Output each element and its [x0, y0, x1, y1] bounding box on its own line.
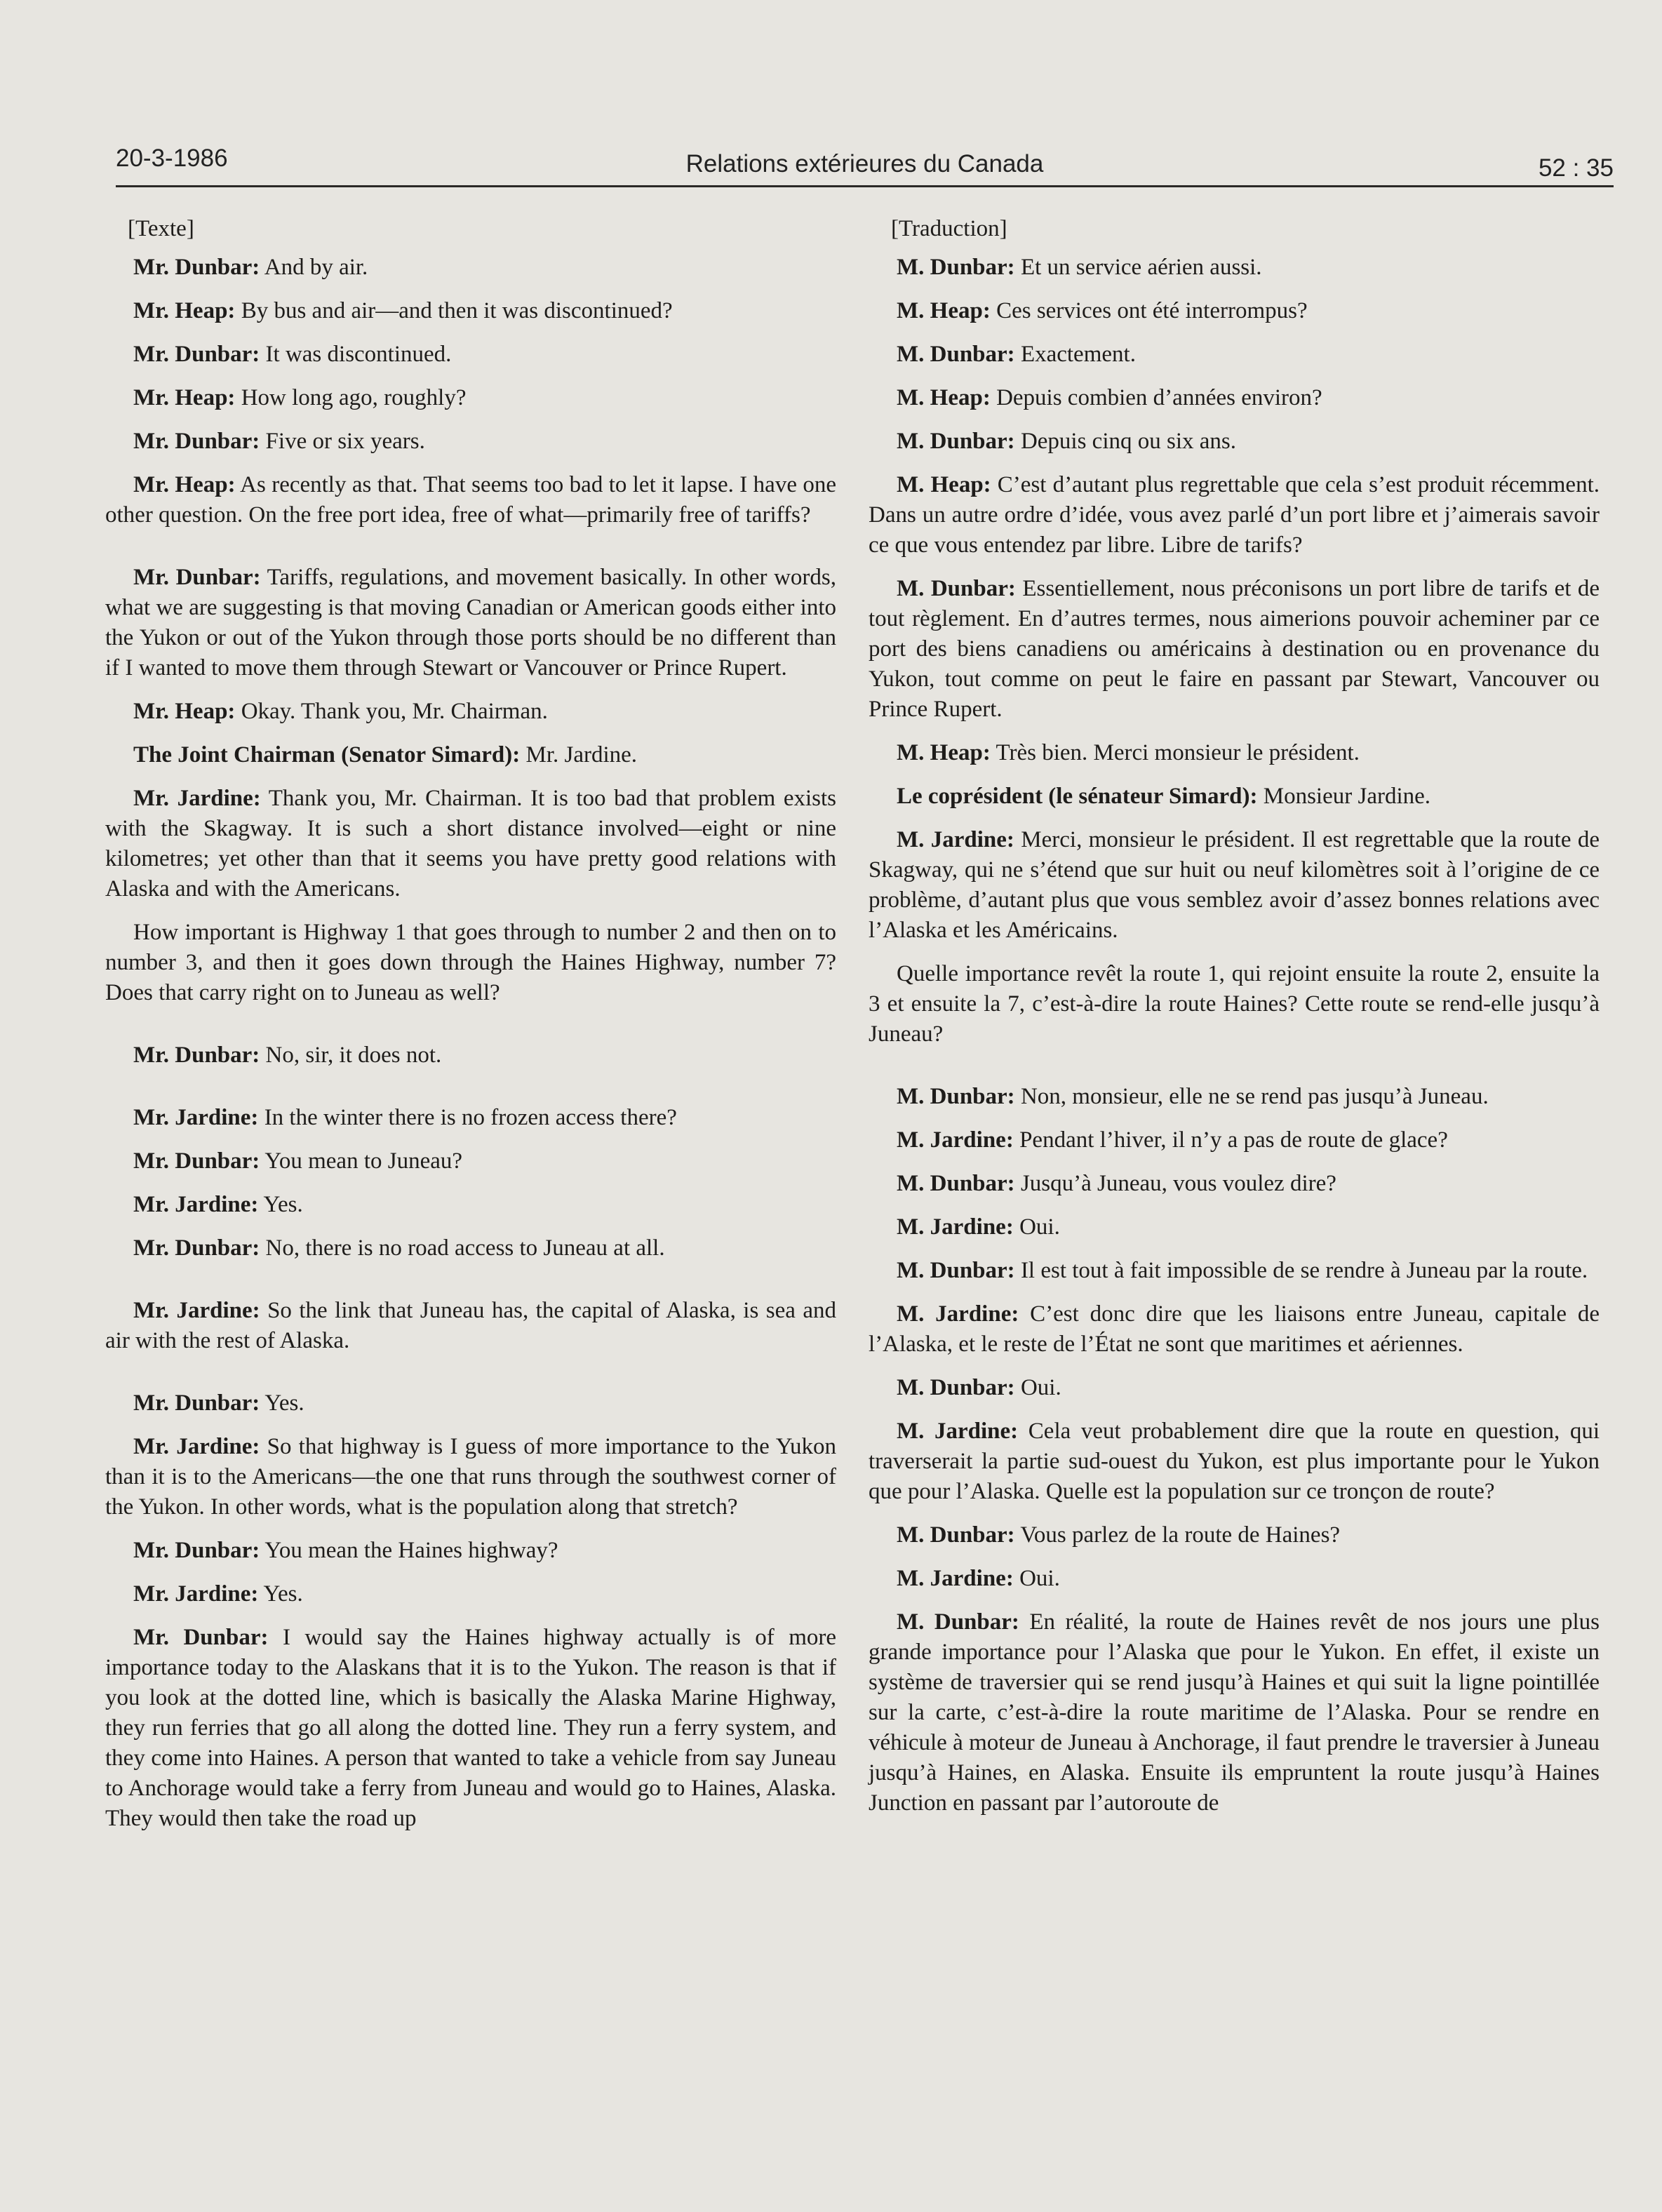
speech-text: No, sir, it does not. — [265, 1043, 442, 1068]
speaker-name: Mr. Heap: — [133, 298, 236, 323]
transcript-paragraph — [869, 1373, 1600, 1403]
speech-text: Depuis combien d’années environ? — [996, 385, 1322, 410]
transcript-paragraph — [869, 1416, 1600, 1507]
speaker-name: M. Heap: — [897, 298, 991, 323]
speaker-name: M. Jardine: — [897, 1301, 1019, 1327]
speech-text: How important is Highway 1 that goes through to number 2 and then on to number 3, and then it goes down through the Haines Highway, number 7? Does that carry right on to Juneau as well? — [105, 920, 836, 1005]
speaker-name: M. Dunbar: — [897, 429, 1015, 454]
speaker-name: M. Jardine: — [897, 1419, 1019, 1444]
transcript-paragraph — [105, 1536, 836, 1566]
transcript-paragraph — [869, 1564, 1600, 1594]
transcript-paragraph — [105, 1040, 836, 1071]
speech-text: Yes. — [264, 1390, 304, 1416]
column-tag: [Texte] — [128, 216, 194, 241]
speech-text: In the winter there is no frozen access there? — [264, 1105, 677, 1130]
speaker-name: Mr. Dunbar: — [133, 1043, 260, 1068]
speech-text: Oui. — [1019, 1566, 1060, 1591]
speaker-name: M. Dunbar: — [897, 1522, 1015, 1548]
speech-text: Tariffs, regulations, and movement basically. In other words, what we are suggesting is that moving Canadian or American goods either into the Yukon or out of the Yukon through those ports should be no different than if I wanted to move them through Stewart or Vancouver or Prince Rupert. — [105, 565, 837, 681]
speaker-name: M. Dunbar: — [897, 342, 1015, 367]
speaker-name: Mr. Heap: — [133, 385, 236, 410]
transcript-paragraph — [869, 296, 1600, 326]
speaker-name: Mr. Dunbar: — [133, 1538, 260, 1563]
speech-text: I would say the Haines highway actually is of more importance today to the Alaskans that it is to the Yukon. The reason is that if you look at the dotted line, which is basically the Alaska Marine Highway, they run ferries that go all along the dotted line. They run a ferry system, and they come into Haines. A person that wanted to take a vehicle from say Juneau to Anchorage would take a ferry from Juneau and would go to Haines, Alaska. They would then take the road up — [105, 1625, 837, 1831]
transcript-paragraph — [869, 1169, 1600, 1199]
speech-text: Oui. — [1020, 1375, 1061, 1400]
transcript-paragraph — [869, 825, 1600, 946]
speaker-name: M. Dunbar: — [897, 1609, 1019, 1635]
speech-text: Très bien. Merci monsieur le président. — [996, 740, 1360, 765]
transcript-paragraph — [869, 1082, 1600, 1112]
speaker-name: M. Jardine: — [897, 827, 1014, 852]
transcript-paragraph — [105, 383, 836, 413]
header-date: 20-3-1986 — [116, 145, 228, 172]
header-title: Relations extérieures du Canada — [685, 150, 1044, 177]
speech-text: So the link that Juneau has, the capital of Alaska, is sea and air with the rest of Alaska. — [105, 1298, 836, 1353]
transcript-paragraph — [105, 563, 836, 683]
transcript-paragraph — [105, 1103, 836, 1133]
transcript-paragraph — [869, 1256, 1600, 1286]
speaker-name: Mr. Dunbar: — [133, 565, 261, 590]
transcript-paragraph — [105, 1388, 836, 1419]
transcript-paragraph — [105, 340, 836, 370]
speech-text: As recently as that. That seems too bad to let it lapse. I have one other question. On the free port idea, free of what—primarily free of tariffs? — [105, 472, 836, 528]
speech-text: Mr. Jardine. — [525, 742, 638, 768]
speech-text: Thank you, Mr. Chairman. It is too bad that problem exists with the Skagway. It is such a short distance involved—eight or nine kilometres; yet other than that it seems you have pretty good relations with Alaska and with the Americans. — [105, 786, 837, 901]
speech-text: Exactement. — [1020, 342, 1136, 367]
speech-text: Essentiellement, nous préconisons un port libre de tarifs et de tout règlement. En d’autres termes, nous aimerions pouvoir acheminer par ce port des biens canadiens ou américains à destination ou en provenance du Yukon, tout comme on peut le faire en passant par Stewart, Vancouver ou Prince Rupert. — [869, 576, 1600, 722]
speech-text: Oui. — [1019, 1214, 1060, 1240]
speech-text: Okay. Thank you, Mr. Chairman. — [241, 699, 548, 724]
speaker-name: Mr. Jardine: — [133, 1192, 259, 1217]
transcript-paragraph — [869, 470, 1600, 561]
transcript-paragraph — [105, 427, 836, 457]
transcript-paragraph — [869, 1299, 1600, 1360]
speech-text: Quelle importance revêt la route 1, qui rejoint ensuite la route 2, ensuite la 3 et ensuite la 7, c’est-à-dire la route Haines? Cette route se rend-elle jusqu’à Juneau? — [869, 961, 1600, 1047]
speaker-name: Mr. Jardine: — [133, 1298, 260, 1323]
speaker-name: M. Dunbar: — [897, 576, 1016, 601]
speaker-name: M. Heap: — [897, 472, 991, 497]
transcript-paragraph — [869, 1607, 1600, 1818]
speaker-name: Mr. Dunbar: — [133, 1148, 260, 1174]
transcript-paragraph — [105, 1296, 836, 1356]
transcript-paragraph — [105, 918, 836, 1008]
speech-text: Yes. — [263, 1581, 303, 1607]
transcript-paragraph — [869, 253, 1600, 283]
speech-text: It was discontinued. — [265, 342, 452, 367]
speech-text: You mean the Haines highway? — [264, 1538, 558, 1563]
speech-text: Merci, monsieur le président. Il est regrettable que la route de Skagway, qui ne s’étend que sur huit ou neuf kilomètres soit à l’origine de ce problème, d’autant plus que vous semblez avoir d’assez bonnes relations avec l’Alaska et les Américains. — [869, 827, 1600, 943]
speaker-name: Mr. Dunbar: — [133, 1390, 260, 1416]
speech-text: No, there is no road access to Juneau at all. — [265, 1235, 665, 1261]
speaker-name: M. Jardine: — [897, 1214, 1014, 1240]
transcript-paragraph — [869, 1125, 1600, 1155]
transcript-paragraph — [105, 1579, 836, 1609]
speech-text: C’est donc dire que les liaisons entre Juneau, capitale de l’Alaska, et le reste de l’État ne sont que maritimes et aériennes. — [869, 1301, 1600, 1357]
speech-text: Il est tout à fait impossible de se rendre à Juneau par la route. — [1020, 1258, 1588, 1283]
speech-text: So that highway is I guess of more importance to the Yukon than it is to the Americans—the one that runs through the southwest corner of the Yukon. In other words, what is the population along that stretch? — [105, 1434, 836, 1520]
transcript-paragraph — [105, 740, 836, 770]
speech-text: En réalité, la route de Haines revêt de nos jours une plus grande importance pour l’Alaska que pour le Yukon. En effet, il existe un système de traversier qui se rend jusqu’à Haines et qui suit la ligne pointillée sur la carte, c’est-à-dire la route maritime de l’Alaska. Pour se rendre en véhicule à moteur de Juneau à Anchorage, il faut prendre le traversier à Juneau jusqu’à Haines, en Alaska. Ensuite ils empruntent la route jusqu’à Haines Junction en passant par l’autoroute de — [869, 1609, 1600, 1816]
speaker-name: Mr. Dunbar: — [133, 1235, 260, 1261]
transcript-paragraph — [105, 1190, 836, 1220]
transcript-paragraph — [105, 1623, 836, 1834]
speech-text: C’est d’autant plus regrettable que cela s’est produit récemment. Dans un autre ordre d’idée, vous avez parlé d’un port libre et j’aimerais savoir ce que vous entendez par libre. Libre de tarifs? — [869, 472, 1600, 558]
speech-text: And by air. — [264, 255, 368, 280]
french-column — [869, 214, 1600, 1832]
header-page-number: 52 : 35 — [1538, 154, 1614, 182]
speaker-name: M. Heap: — [897, 740, 991, 765]
speaker-name: Mr. Dunbar: — [133, 255, 260, 280]
transcript-paragraph — [869, 1212, 1600, 1242]
header-rule — [116, 185, 1614, 187]
transcript-paragraph — [869, 383, 1600, 413]
column-tag: [Traduction] — [891, 216, 1007, 241]
speaker-name: M. Dunbar: — [897, 1084, 1015, 1109]
speaker-name: M. Dunbar: — [897, 1375, 1015, 1400]
speech-text: Vous parlez de la route de Haines? — [1020, 1522, 1341, 1548]
speech-text: Cela veut probablement dire que la route en question, qui traverserait la partie sud-ouest du Yukon, est plus importante pour le Yukon que pour l’Alaska. Quelle est la population sur ce tronçon de route? — [869, 1419, 1600, 1504]
speaker-name: The Joint Chairman (Senator Simard): — [133, 742, 521, 768]
speaker-name: M. Jardine: — [897, 1566, 1014, 1591]
transcript-paragraph — [869, 427, 1600, 457]
transcript-paragraph — [869, 574, 1600, 725]
speech-text: Yes. — [263, 1192, 303, 1217]
speech-text: Five or six years. — [265, 429, 425, 454]
speech-text: Et un service aérien aussi. — [1020, 255, 1262, 280]
transcript-paragraph — [869, 340, 1600, 370]
speech-text: How long ago, roughly? — [241, 385, 467, 410]
transcript-paragraph — [105, 253, 836, 283]
transcript-paragraph — [869, 782, 1600, 812]
transcript-paragraph — [869, 959, 1600, 1050]
speech-text: Monsieur Jardine. — [1263, 784, 1431, 809]
speaker-name: Mr. Dunbar: — [133, 1625, 269, 1650]
speech-text: Depuis cinq ou six ans. — [1020, 429, 1236, 454]
speech-text: Non, monsieur, elle ne se rend pas jusqu’à Juneau. — [1020, 1084, 1489, 1109]
speaker-name: Mr. Jardine: — [133, 1105, 259, 1130]
speech-text: Ces services ont été interrompus? — [996, 298, 1308, 323]
speaker-name: M. Dunbar: — [897, 255, 1015, 280]
speaker-name: M. Dunbar: — [897, 1171, 1015, 1196]
speech-text: Pendant l’hiver, il n’y a pas de route de glace? — [1019, 1127, 1448, 1153]
transcript-paragraph — [105, 1233, 836, 1263]
speaker-name: Mr. Dunbar: — [133, 342, 260, 367]
speaker-name: Mr. Dunbar: — [133, 429, 260, 454]
transcript-paragraph — [105, 1146, 836, 1177]
page-header — [116, 145, 1614, 187]
speech-text: Jusqu’à Juneau, vous voulez dire? — [1020, 1171, 1336, 1196]
speaker-name: Le coprésident (le sénateur Simard): — [897, 784, 1258, 809]
transcript-paragraph — [869, 1520, 1600, 1550]
speaker-name: M. Dunbar: — [897, 1258, 1015, 1283]
transcript-paragraph — [105, 296, 836, 326]
transcript-paragraph — [105, 470, 836, 530]
speaker-name: Mr. Jardine: — [133, 1434, 260, 1459]
transcript-paragraph — [869, 738, 1600, 768]
transcript-paragraph — [105, 697, 836, 727]
speaker-name: M. Jardine: — [897, 1127, 1014, 1153]
speaker-name: Mr. Heap: — [133, 699, 236, 724]
speaker-name: Mr. Heap: — [133, 472, 236, 497]
speech-text: You mean to Juneau? — [264, 1148, 463, 1174]
speaker-name: M. Heap: — [897, 385, 991, 410]
transcript-paragraph — [105, 784, 836, 904]
english-column — [105, 214, 836, 1847]
transcript-paragraph — [105, 1432, 836, 1522]
speech-text: By bus and air—and then it was discontinued? — [241, 298, 673, 323]
speaker-name: Mr. Jardine: — [133, 786, 261, 811]
speaker-name: Mr. Jardine: — [133, 1581, 259, 1607]
